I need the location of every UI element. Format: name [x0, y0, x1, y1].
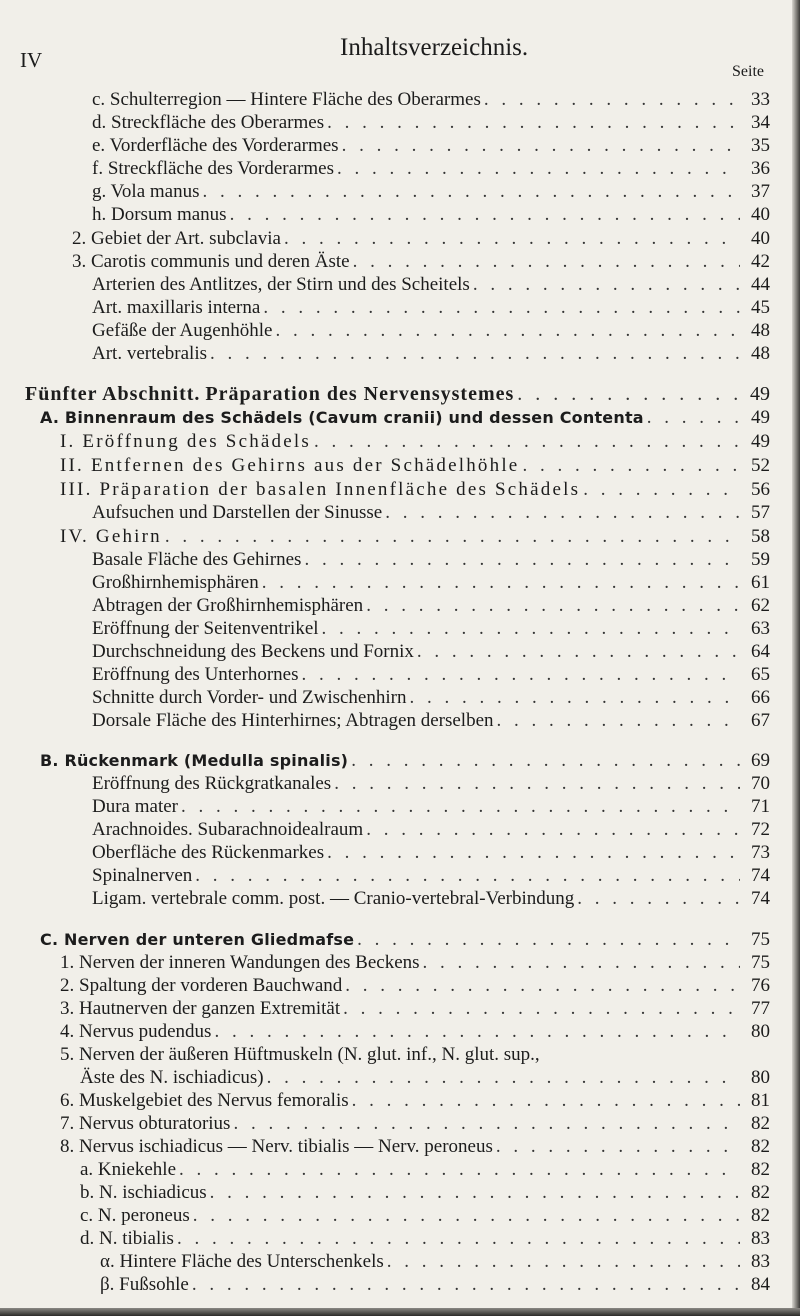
toc-entry — [92, 888, 770, 910]
toc-entry-title: 7. Nervus obturatorius — [60, 1113, 231, 1134]
toc-entry-page: 77 — [751, 998, 770, 1019]
toc-entry-page: 82 — [751, 1182, 770, 1203]
toc-entry-page: 65 — [751, 664, 770, 685]
page-edge-shadow — [792, 0, 800, 1316]
toc-entry-title: Ligam. vertebrale comm. post. — Cranio-vertebral-Verbindung — [92, 888, 575, 909]
toc-entry-title: Abtragen der Großhirnhemisphären — [92, 595, 364, 616]
toc-entry-page: 75 — [751, 929, 770, 950]
toc-entry — [80, 1205, 770, 1227]
toc-entry-page: 76 — [751, 975, 770, 996]
toc-section-heading — [25, 383, 770, 405]
toc-entry-title: β. Fußsohle — [100, 1274, 189, 1295]
toc-entry-page: 44 — [751, 274, 770, 295]
toc-entry-title: Arachnoides. Subarachnoidealraum — [92, 819, 364, 840]
toc-entry-page: 49 — [751, 407, 770, 428]
toc-entry — [92, 773, 770, 795]
toc-entry-page: 74 — [751, 865, 770, 886]
toc-entry — [60, 1021, 770, 1043]
toc-entry-title: 3. Hautnerven der ganzen Extremität — [60, 998, 341, 1019]
toc-entry-page: 37 — [751, 181, 770, 202]
toc-entry — [92, 572, 770, 594]
toc-entry — [80, 1228, 770, 1250]
toc-entry-page: 73 — [751, 842, 770, 863]
toc-entry-page: 34 — [751, 112, 770, 133]
toc-entry-title: Großhirnhemisphären — [92, 572, 259, 593]
section-title: Präparation des Nervensystemes — [205, 383, 515, 405]
toc-entry — [92, 274, 770, 296]
toc-entry-page: 56 — [751, 479, 770, 500]
toc-entry-page: 71 — [751, 796, 770, 817]
toc-entry-page: 40 — [751, 228, 770, 249]
toc-entry-page: 63 — [751, 618, 770, 639]
toc-entry-page: 82 — [751, 1205, 770, 1226]
toc-entry-title: Schnitte durch Vorder- und Zwischenhirn — [92, 687, 407, 708]
toc-entry-page: 83 — [751, 1228, 770, 1249]
toc-entry — [92, 204, 770, 226]
toc-entry-title: d. N. tibialis — [80, 1228, 174, 1249]
toc-entry-title: Äste des N. ischiadicus) — [80, 1067, 264, 1088]
toc-entry-title: 1. Nerven der inneren Wandungen des Beckens — [60, 952, 420, 973]
toc-entry — [92, 710, 770, 732]
toc-entry-title: α. Hintere Fläche des Unterschenkels — [100, 1251, 384, 1272]
toc-entry-title: Basale Fläche des Gehirnes — [92, 549, 302, 570]
toc-entry-page: 64 — [751, 641, 770, 662]
toc-entry-page: 36 — [751, 158, 770, 179]
toc-entry-title: e. Vorderfläche des Vorderarmes — [92, 135, 339, 156]
toc-entry-page: 81 — [751, 1090, 770, 1111]
toc-entry — [60, 455, 770, 477]
toc-entry-title: I. Eröffnung des Schädels — [60, 431, 311, 452]
toc-entry — [92, 687, 770, 709]
toc-entry — [60, 998, 770, 1020]
toc-entry-page: 61 — [751, 572, 770, 593]
toc-entry-title: Art. vertebralis — [92, 343, 208, 364]
toc-entry — [92, 865, 770, 887]
section-number: Fünfter Abschnitt. — [25, 383, 201, 405]
toc-entry — [92, 664, 770, 686]
toc-entry — [92, 135, 770, 157]
toc-entry-page: 35 — [751, 135, 770, 156]
toc-entry — [92, 549, 770, 571]
toc-entry — [92, 320, 770, 342]
toc-entry-page: 58 — [751, 526, 770, 547]
toc-entry — [92, 842, 770, 864]
toc-entry-page: 45 — [751, 297, 770, 318]
toc-entry-page: 33 — [751, 89, 770, 110]
toc-entry — [60, 952, 770, 974]
toc-entry-page: 80 — [751, 1021, 770, 1042]
toc-entry-title: Arterien des Antlitzes, der Stirn und des Scheitels — [92, 274, 470, 295]
toc-entry-title: Dorsale Fläche des Hinterhirnes; Abtragen derselben — [92, 710, 494, 731]
toc-entry-title: III. Präparation der basalen Innenfläche des Schädels — [60, 479, 581, 500]
toc-entry-title: Art. maxillaris interna — [92, 297, 261, 318]
toc-entry — [60, 1113, 770, 1135]
toc-entry-title: 3. Carotis communis und deren Äste — [72, 251, 350, 272]
toc-entry-page: 52 — [751, 455, 770, 476]
toc-entry-page: 82 — [751, 1136, 770, 1157]
toc-entry-title: Gefäße der Augenhöhle — [92, 320, 273, 341]
toc-entry-page: 67 — [751, 710, 770, 731]
toc-entry-title: 2. Spaltung der vorderen Bauchwand — [60, 975, 343, 996]
toc-entry-title: h. Dorsum manus — [92, 204, 227, 225]
toc-entry — [92, 112, 770, 134]
toc-entry-title: II. Entfernen des Gehirns aus der Schädelhöhle — [60, 455, 520, 476]
toc-entry-title: c. Schulterregion — Hintere Fläche des Oberarmes — [92, 89, 481, 110]
page-number: IV — [20, 48, 43, 72]
page-column-label: Seite — [732, 63, 764, 80]
toc-entry — [60, 431, 770, 453]
running-title: Inhaltsverzeichnis. — [340, 34, 529, 61]
toc-entry — [92, 297, 770, 319]
toc-entry — [80, 1067, 770, 1089]
toc-entry — [60, 526, 770, 548]
toc-entry-title: d. Streckfläche des Oberarmes — [92, 112, 325, 133]
toc-entry-page: 75 — [751, 952, 770, 973]
toc-entry-title: g. Vola manus — [92, 181, 200, 202]
toc-entry-title: 6. Muskelgebiet des Nervus femoralis — [60, 1090, 349, 1111]
toc-entry-page: 66 — [751, 687, 770, 708]
toc-entry — [92, 89, 770, 111]
toc-entry-title: B. Rückenmark (Medulla spinalis) — [40, 751, 349, 770]
toc-entry-page: 40 — [751, 204, 770, 225]
toc-entry — [92, 618, 770, 640]
toc-entry-title: a. Kniekehle — [80, 1159, 177, 1180]
toc-entry — [100, 1251, 770, 1273]
toc-entry — [92, 641, 770, 663]
toc-entry-title: Eröffnung der Seitenventrikel — [92, 618, 319, 639]
toc-entry-title: c. N. peroneus — [80, 1205, 190, 1226]
toc-entry-title: Eröffnung des Unterhornes — [92, 664, 299, 685]
toc-entry — [72, 251, 770, 273]
toc-entry-title: 2. Gebiet der Art. subclavia — [72, 228, 281, 249]
toc-entry-page: 62 — [751, 595, 770, 616]
toc-entry — [92, 819, 770, 841]
toc-entry — [80, 1159, 770, 1181]
toc-entry-title: Eröffnung des Rückgratkanales — [92, 773, 332, 794]
toc-entry-page: 48 — [751, 320, 770, 341]
toc-entry-page: 80 — [751, 1067, 770, 1088]
toc-entry — [72, 228, 770, 250]
toc-entry-page: 49 — [751, 431, 770, 452]
toc-entry — [60, 975, 770, 997]
toc-entry-page: 57 — [751, 502, 770, 523]
toc-entry-title: 8. Nervus ischiadicus — Nerv. tibialis — Nerv. peroneus — [60, 1136, 493, 1157]
toc-entry-title: b. N. ischiadicus — [80, 1182, 207, 1203]
toc-entry-page: 70 — [751, 773, 770, 794]
toc-entry-page: 59 — [751, 549, 770, 570]
toc-entry — [92, 595, 770, 617]
toc-entry-page: 74 — [751, 888, 770, 909]
toc-entry-title: A. Binnenraum des Schädels (Cavum cranii) und dessen Contenta — [40, 408, 644, 427]
toc-entry — [92, 343, 770, 365]
toc-entry — [92, 158, 770, 180]
toc-entry — [60, 479, 770, 501]
toc-entry-title: Oberfläche des Rückenmarkes — [92, 842, 325, 863]
toc-entry-page: 42 — [751, 251, 770, 272]
toc-entry — [92, 796, 770, 818]
toc-entry-title: IV. Gehirn — [60, 526, 162, 547]
toc-entry — [100, 1274, 770, 1296]
toc-entry-title: Aufsuchen und Darstellen der Sinusse — [92, 502, 383, 523]
toc-entry-page: 72 — [751, 819, 770, 840]
toc-entry-title: Durchschneidung des Beckens und Fornix — [92, 641, 414, 662]
toc-entry-continued: 5. Nerven der äußeren Hüftmuskeln (N. glut. inf., N. glut. sup., — [60, 1044, 540, 1065]
toc-entry — [80, 1182, 770, 1204]
toc-subsection-heading — [40, 407, 770, 429]
toc-entry-title: f. Streckfläche des Vorderarmes — [92, 158, 334, 179]
toc-entry-page: 84 — [751, 1274, 770, 1295]
toc-entry-title: C. Nerven der unteren Gliedmafse — [40, 930, 355, 949]
toc-entry-page: 82 — [751, 1159, 770, 1180]
toc-entry-page: 82 — [751, 1113, 770, 1134]
toc-entry-page: 48 — [751, 343, 770, 364]
toc-entry — [60, 1136, 770, 1158]
toc-subsection-heading — [40, 929, 770, 951]
toc-subsection-heading — [40, 750, 770, 772]
toc-entry-title: Dura mater — [92, 796, 178, 817]
toc-entry-title: 4. Nervus pudendus — [60, 1021, 212, 1042]
toc-entry — [92, 181, 770, 203]
toc-entry-page: 83 — [751, 1251, 770, 1272]
toc-entry — [92, 502, 770, 524]
toc-entry-page: 69 — [751, 750, 770, 771]
bottom-edge-shadow — [0, 1308, 800, 1316]
toc-entry-title: Spinalnerven — [92, 865, 193, 886]
toc-entry — [60, 1090, 770, 1112]
toc-entry-page: 49 — [750, 383, 770, 405]
